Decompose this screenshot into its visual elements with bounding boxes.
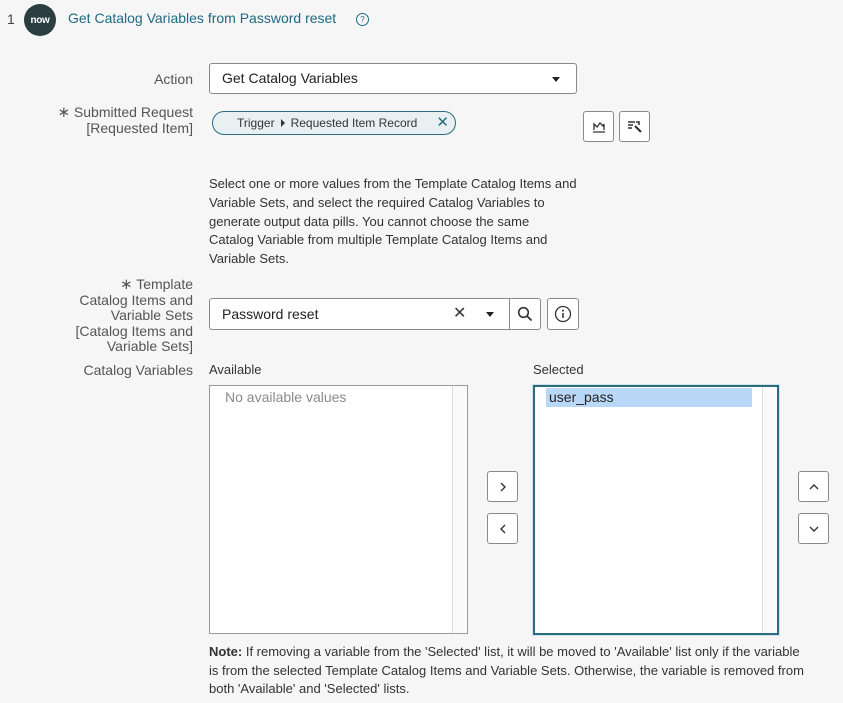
submitted-request-label-text: Submitted Request [Requested Item] [73,104,193,136]
chevron-up-icon [808,481,820,493]
template-combobox[interactable] [209,298,510,330]
chevron-down-icon [808,523,820,535]
action-select-value: Get Catalog Variables [222,70,358,86]
move-down-button[interactable] [798,513,829,544]
move-up-button[interactable] [798,471,829,502]
pill-record-text: Requested Item Record [290,116,418,130]
script-toggle-button[interactable] [619,111,650,142]
required-asterisk: ∗ [119,276,133,293]
chevron-down-icon [552,77,560,82]
required-asterisk: ∗ [57,104,71,121]
search-button[interactable] [509,298,541,330]
available-empty-text: No available values [225,389,347,405]
servicenow-logo: now [24,4,56,36]
move-left-button[interactable] [487,513,518,544]
script-toggle-icon [626,119,644,135]
selected-title: Selected [533,362,584,377]
question-circle-icon[interactable]: ? [356,13,369,26]
template-label-text: Template Catalog Items and Variable Sets [Catalog Items and Variable Sets] [75,276,193,354]
step-title[interactable]: Get Catalog Variables from Password reset [68,10,337,26]
note-bold: Note: [209,644,243,659]
info-button[interactable] [547,298,579,330]
submitted-request-label [53,105,193,136]
scrollbar[interactable] [452,386,467,633]
action-label: Action [154,71,193,87]
move-right-button[interactable] [487,471,518,502]
template-label [68,277,193,355]
pill-trigger-text: Trigger [237,116,275,130]
available-title: Available [209,362,262,377]
info-icon [554,305,572,323]
data-pill[interactable] [212,111,456,135]
data-pill-picker-icon [591,119,607,135]
available-listbox[interactable] [209,385,468,634]
data-pill-picker-button[interactable] [583,111,614,142]
note-text [209,643,809,699]
catalog-variables-label: Catalog Variables [83,362,193,378]
search-icon [517,306,533,322]
step-number: 1 [7,11,15,27]
close-icon[interactable]: ✕ [436,114,449,131]
chevron-right-icon [497,481,509,493]
clear-icon[interactable]: ✕ [453,305,467,322]
note-body: If removing a variable from the 'Selected' list, it will be moved to 'Available' list only if the variable is from the selected Template Catalog Items and Variable Sets. Otherwise, the variable is removed from both 'Available' and 'Selected' lists. [209,644,804,696]
action-select[interactable] [209,63,577,94]
catalog-variables-description: Select one or more values from the Template Catalog Items and Variable Sets, and select the required Catalog Variables to generate output data pills. You cannot choose the same Catalog Variable from multiple Template Catalog Items and Variable Sets. [209,176,577,267]
scrollbar[interactable] [762,387,777,633]
selected-listbox[interactable] [533,385,779,635]
chevron-left-icon [497,523,509,535]
chevron-down-icon[interactable] [486,312,494,317]
template-value: Password reset [222,306,319,322]
list-item[interactable]: user_pass [546,388,752,407]
caret-right-icon [281,119,285,127]
